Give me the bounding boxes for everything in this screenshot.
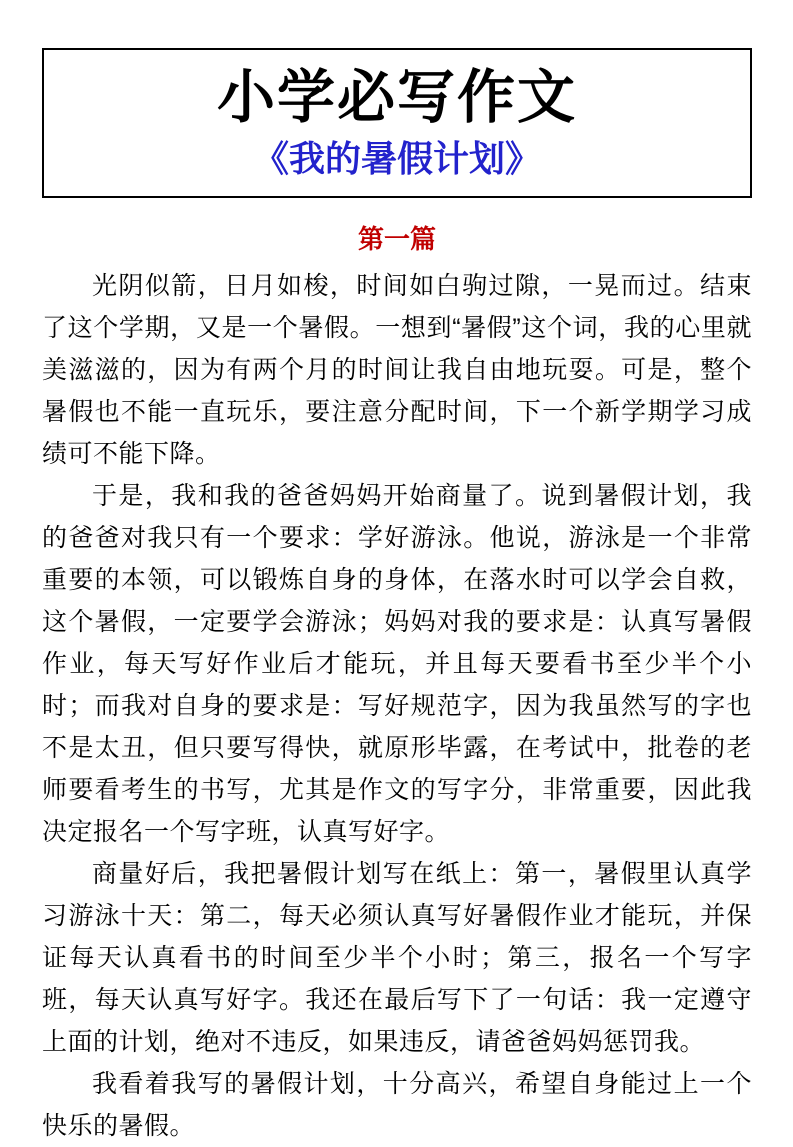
- essay-paragraph: 光阴似箭，日月如梭，时间如白驹过隙，一晃而过。结束了这个学期，又是一个暑假。一想到“暑假”这个词，我的心里就美滋滋的，因为有两个月的时间让我自由地玩耍。可是，整个暑假也不能一直玩乐，要注意分配时间，下一个新学期学习成绩可不能下降。: [42, 272, 752, 469]
- doc-subtitle: 《我的暑假计划》: [252, 139, 541, 179]
- essay-paragraph: 我看着我写的暑假计划，十分高兴，希望自身能过上一个快乐的暑假。: [42, 1070, 752, 1141]
- essay-paragraph: 于是，我和我的爸爸妈妈开始商量了。说到暑假计划，我的爸爸对我只有一个要求：学好游泳。他说，游泳是一个非常重要的本领，可以锻炼自身的身体，在落水时可以学会自救，这个暑假，一定要学会游泳；妈妈对我的要求是：认真写暑假作业，每天写好作业后才能玩，并且每天要看书至少半个小时；而我对自身的要求是：写好规范字，因为我虽然写的字也不是太丑，但只要写得快，就原形毕露，在考试中，批卷的老师要看考生的书写，尤其是作文的写字分，非常重要，因此我决定报名一个写字班，认真写好字。: [42, 482, 752, 847]
- essay-paragraph: 商量好后，我把暑假计划写在纸上：第一，暑假里认真学习游泳十天：第二，每天必须认真写好暑假作业才能玩，并保证每天认真看书的时间至少半个小时；第三，报名一个写字班，每天认真写好字。我还在最后写下了一句话：我一定遵守上面的计划，绝对不违反，如果违反，请爸爸妈妈惩罚我。: [42, 860, 752, 1057]
- title-box: [42, 48, 752, 198]
- essay-body: [42, 265, 752, 1147]
- doc-title: 小学必写作文: [216, 65, 577, 130]
- section-heading: 第一篇: [357, 224, 436, 254]
